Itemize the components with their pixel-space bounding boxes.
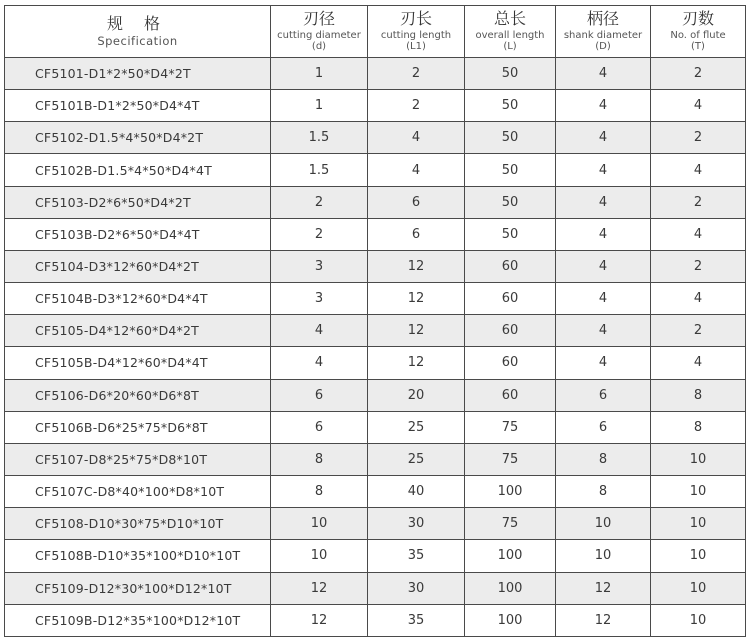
cell-overall-length: 100 <box>465 540 556 572</box>
cell-cutting-length: 6 <box>368 218 465 250</box>
cell-shank-diameter: 4 <box>556 122 651 154</box>
cell-overall-length: 100 <box>465 604 556 636</box>
table-row <box>5 315 746 347</box>
cell-overall-length: 75 <box>465 443 556 475</box>
cell-shank-diameter: 4 <box>556 58 651 90</box>
cell-cutting-diameter: 10 <box>271 508 368 540</box>
cell-cutting-length: 4 <box>368 154 465 186</box>
cell-cutting-diameter: 4 <box>271 315 368 347</box>
cell-shank-diameter: 6 <box>556 411 651 443</box>
cell-model: CF5108B-D10*35*100*D10*10T <box>5 540 271 572</box>
table-row <box>5 186 746 218</box>
cell-flute-count: 10 <box>651 476 746 508</box>
cell-shank-diameter: 6 <box>556 379 651 411</box>
table-row <box>5 540 746 572</box>
cell-cutting-diameter: 8 <box>271 443 368 475</box>
cell-overall-length: 75 <box>465 411 556 443</box>
cell-overall-length: 100 <box>465 476 556 508</box>
cell-shank-diameter: 10 <box>556 508 651 540</box>
cell-flute-count: 2 <box>651 122 746 154</box>
cell-cutting-length: 40 <box>368 476 465 508</box>
header-cutting-length <box>368 6 465 58</box>
cell-cutting-diameter: 6 <box>271 379 368 411</box>
cell-cutting-length: 30 <box>368 572 465 604</box>
cell-overall-length: 75 <box>465 508 556 540</box>
cell-flute-count: 10 <box>651 540 746 572</box>
cell-model: CF5107C-D8*40*100*D8*10T <box>5 476 271 508</box>
cell-model: CF5103B-D2*6*50*D4*4T <box>5 218 271 250</box>
table-row <box>5 411 746 443</box>
cell-flute-count: 10 <box>651 508 746 540</box>
header-specification <box>5 6 271 58</box>
header-flute-count-cn: 刃数 <box>681 9 714 28</box>
header-cutting-length-cn: 刃长 <box>399 9 432 28</box>
header-flute-count-en: No. of flute <box>670 30 726 41</box>
header-cutting-diameter <box>271 6 368 58</box>
table-body <box>5 58 746 637</box>
cell-overall-length: 50 <box>465 154 556 186</box>
cell-overall-length: 50 <box>465 218 556 250</box>
cell-cutting-diameter: 8 <box>271 476 368 508</box>
cell-cutting-diameter: 12 <box>271 572 368 604</box>
cell-cutting-diameter: 1.5 <box>271 122 368 154</box>
cell-shank-diameter: 4 <box>556 315 651 347</box>
cell-flute-count: 4 <box>651 347 746 379</box>
table-row <box>5 379 746 411</box>
header-flute-count <box>651 6 746 58</box>
table-row <box>5 508 746 540</box>
cell-cutting-diameter: 3 <box>271 283 368 315</box>
cell-shank-diameter: 4 <box>556 90 651 122</box>
table-row <box>5 443 746 475</box>
cell-model: CF5103-D2*6*50*D4*2T <box>5 186 271 218</box>
header-overall-length <box>465 6 556 58</box>
cell-model: CF5106-D6*20*60*D6*8T <box>5 379 271 411</box>
cell-cutting-length: 30 <box>368 508 465 540</box>
cell-cutting-length: 12 <box>368 283 465 315</box>
cell-model: CF5109B-D12*35*100*D12*10T <box>5 604 271 636</box>
table-row <box>5 122 746 154</box>
cell-cutting-diameter: 1 <box>271 90 368 122</box>
cell-model: CF5102B-D1.5*4*50*D4*4T <box>5 154 271 186</box>
cell-model: CF5104-D3*12*60*D4*2T <box>5 250 271 282</box>
header-specification-cn: 规 格 <box>106 14 169 33</box>
cell-overall-length: 60 <box>465 283 556 315</box>
cell-shank-diameter: 8 <box>556 443 651 475</box>
cell-overall-length: 100 <box>465 572 556 604</box>
cell-model: CF5101B-D1*2*50*D4*4T <box>5 90 271 122</box>
table-row <box>5 476 746 508</box>
header-shank-diameter <box>556 6 651 58</box>
cell-flute-count: 4 <box>651 154 746 186</box>
header-cutting-diameter-en: cutting diameter <box>277 30 361 41</box>
header-flute-count-symbol: (T) <box>691 41 705 52</box>
header-shank-diameter-cn: 柄径 <box>586 9 619 28</box>
header-shank-diameter-en: shank diameter <box>563 30 643 41</box>
cell-cutting-diameter: 1.5 <box>271 154 368 186</box>
cell-flute-count: 4 <box>651 90 746 122</box>
table-row <box>5 283 746 315</box>
cell-overall-length: 50 <box>465 186 556 218</box>
cell-cutting-diameter: 2 <box>271 218 368 250</box>
cell-cutting-length: 12 <box>368 315 465 347</box>
table-row <box>5 572 746 604</box>
header-shank-diameter-symbol: (D) <box>595 41 611 52</box>
table-row <box>5 604 746 636</box>
cell-cutting-diameter: 4 <box>271 347 368 379</box>
cell-flute-count: 2 <box>651 186 746 218</box>
header-specification-en: Specification <box>97 34 178 48</box>
cell-flute-count: 8 <box>651 379 746 411</box>
cell-cutting-length: 35 <box>368 540 465 572</box>
cell-overall-length: 60 <box>465 315 556 347</box>
cell-shank-diameter: 4 <box>556 186 651 218</box>
cell-flute-count: 10 <box>651 572 746 604</box>
cell-model: CF5106B-D6*25*75*D6*8T <box>5 411 271 443</box>
cell-cutting-length: 12 <box>368 250 465 282</box>
cell-cutting-length: 2 <box>368 58 465 90</box>
table-row <box>5 347 746 379</box>
cell-model: CF5105-D4*12*60*D4*2T <box>5 315 271 347</box>
table-row <box>5 154 746 186</box>
cell-shank-diameter: 4 <box>556 154 651 186</box>
cell-model: CF5109-D12*30*100*D12*10T <box>5 572 271 604</box>
cell-shank-diameter: 4 <box>556 347 651 379</box>
cell-shank-diameter: 12 <box>556 572 651 604</box>
cell-model: CF5107-D8*25*75*D8*10T <box>5 443 271 475</box>
cell-cutting-diameter: 3 <box>271 250 368 282</box>
cell-overall-length: 50 <box>465 122 556 154</box>
cell-cutting-diameter: 1 <box>271 58 368 90</box>
cell-flute-count: 4 <box>651 283 746 315</box>
cell-overall-length: 60 <box>465 250 556 282</box>
header-overall-length-symbol: (L) <box>503 41 517 52</box>
cell-model: CF5104B-D3*12*60*D4*4T <box>5 283 271 315</box>
cell-shank-diameter: 12 <box>556 604 651 636</box>
header-cutting-length-en: cutting length <box>380 30 452 41</box>
cell-cutting-length: 12 <box>368 347 465 379</box>
cell-cutting-length: 20 <box>368 379 465 411</box>
cell-cutting-length: 25 <box>368 443 465 475</box>
cell-cutting-length: 6 <box>368 186 465 218</box>
cell-cutting-length: 35 <box>368 604 465 636</box>
table-row <box>5 58 746 90</box>
header-overall-length-cn: 总长 <box>493 9 526 28</box>
cell-cutting-diameter: 10 <box>271 540 368 572</box>
cell-flute-count: 2 <box>651 315 746 347</box>
specification-table <box>4 5 746 637</box>
header-cutting-diameter-symbol: (d) <box>311 41 327 52</box>
cell-shank-diameter: 4 <box>556 250 651 282</box>
cell-shank-diameter: 4 <box>556 218 651 250</box>
cell-flute-count: 8 <box>651 411 746 443</box>
cell-cutting-diameter: 2 <box>271 186 368 218</box>
cell-flute-count: 10 <box>651 443 746 475</box>
header-overall-length-en: overall length <box>475 30 545 41</box>
cell-cutting-length: 2 <box>368 90 465 122</box>
cell-shank-diameter: 8 <box>556 476 651 508</box>
header-cutting-diameter-cn: 刃径 <box>302 9 335 28</box>
cell-flute-count: 10 <box>651 604 746 636</box>
cell-flute-count: 4 <box>651 218 746 250</box>
cell-overall-length: 60 <box>465 347 556 379</box>
cell-overall-length: 60 <box>465 379 556 411</box>
cell-shank-diameter: 4 <box>556 283 651 315</box>
table-header <box>5 6 746 58</box>
table-row <box>5 250 746 282</box>
cell-cutting-length: 25 <box>368 411 465 443</box>
cell-model: CF5108-D10*30*75*D10*10T <box>5 508 271 540</box>
cell-cutting-diameter: 12 <box>271 604 368 636</box>
header-row <box>5 6 746 58</box>
cell-cutting-diameter: 6 <box>271 411 368 443</box>
cell-flute-count: 2 <box>651 250 746 282</box>
cell-shank-diameter: 10 <box>556 540 651 572</box>
cell-cutting-length: 4 <box>368 122 465 154</box>
cell-overall-length: 50 <box>465 58 556 90</box>
cell-model: CF5105B-D4*12*60*D4*4T <box>5 347 271 379</box>
cell-model: CF5102-D1.5*4*50*D4*2T <box>5 122 271 154</box>
table-row <box>5 218 746 250</box>
header-cutting-length-symbol: (L1) <box>406 41 426 52</box>
cell-overall-length: 50 <box>465 90 556 122</box>
cell-flute-count: 2 <box>651 58 746 90</box>
table-row <box>5 90 746 122</box>
cell-model: CF5101-D1*2*50*D4*2T <box>5 58 271 90</box>
